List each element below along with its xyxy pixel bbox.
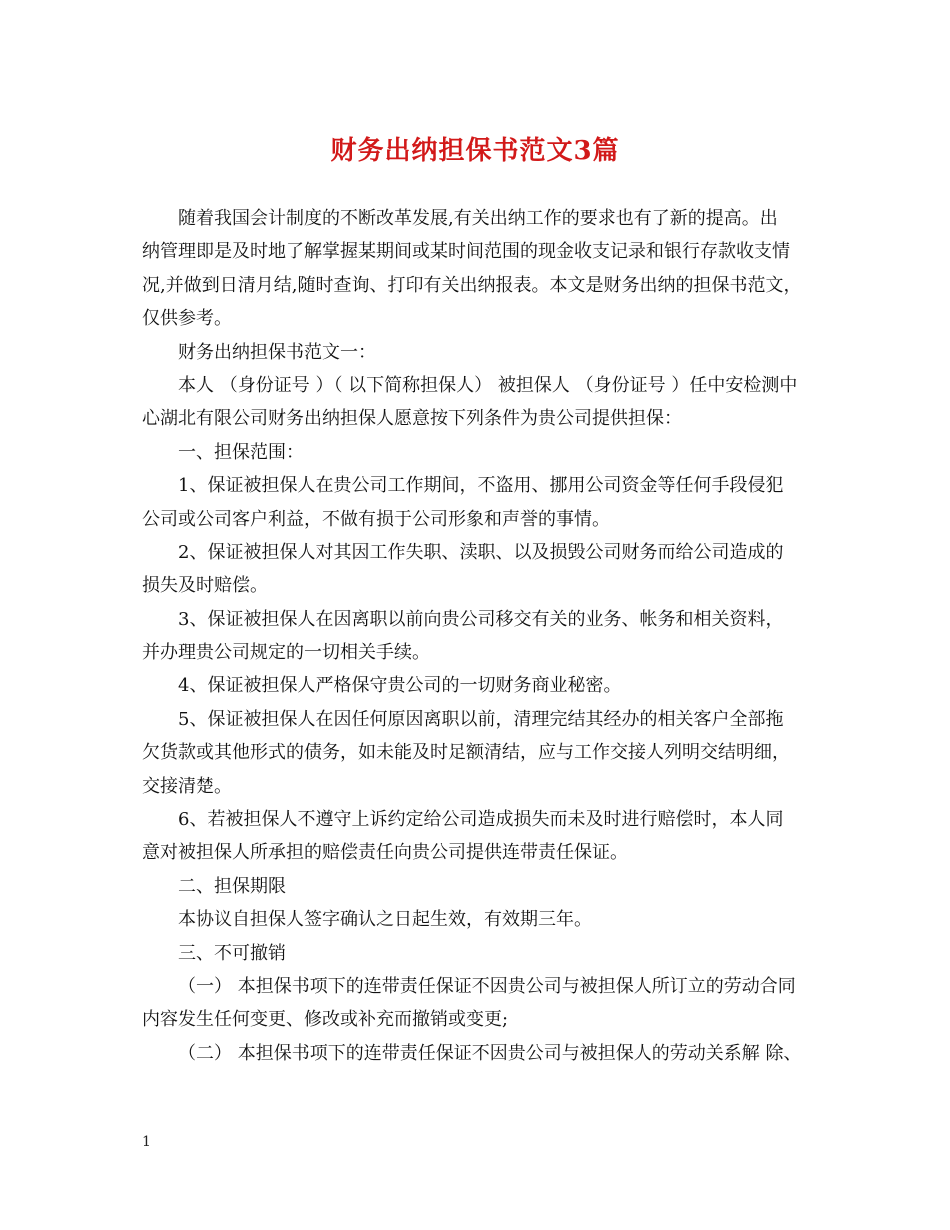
text-line: 二、担保期限 (178, 875, 286, 897)
text-line: 并办理贵公司规定的一切相关手续。 (142, 642, 430, 664)
text-line: 内容发生任何变更、修改或补充而撤销或变更; (142, 1009, 509, 1031)
text-line: 纳管理即是及时地了解掌握某期间或某时间范围的现金收支记录和银行存款收支情 (142, 241, 790, 263)
document-body (142, 202, 822, 1070)
text-line: 心湖北有限公司财务出纳担保人愿意按下列条件为贵公司提供担保： (142, 408, 682, 430)
text-line: 三、不可撤销 (178, 942, 286, 964)
text-line: 6、若被担保人不遵守上诉约定给公司造成损失而未及时进行赔偿时，本人同 (178, 809, 784, 831)
text-line: 本人 （身份证号 ）（ 以下简称担保人） 被担保人 （身份证号 ）任中安检测中 (178, 374, 798, 396)
text-line: 一、担保范围： (178, 441, 304, 463)
text-line: 损失及时赔偿。 (142, 575, 268, 597)
text-line: 公司或公司客户利益，不做有损于公司形象和声誉的事情。 (142, 508, 610, 530)
text-line: 3、保证被担保人在因离职以前向贵公司移交有关的业务、帐务和相关资料， (178, 608, 784, 630)
text-line: 欠货款或其他形式的债务，如未能及时足额清结，应与工作交接人列明交结明细， (142, 742, 790, 764)
document-title: 财务出纳担保书范文3篇 (330, 136, 620, 166)
text-line: 交接清楚。 (142, 775, 232, 797)
text-line: 况,并做到日清月结,随时查询、打印有关出纳报表。本文是财务出纳的担保书范文， (142, 274, 802, 296)
text-line: （一） 本担保书项下的连带责任保证不因贵公司与被担保人所订立的劳动合同 (178, 975, 796, 997)
text-line: 意对被担保人所承担的赔偿责任向贵公司提供连带责任保证。 (142, 842, 628, 864)
text-line: 1、保证被担保人在贵公司工作期间，不盗用、挪用公司资金等任何手段侵犯 (178, 475, 784, 497)
text-line: 4、保证被担保人严格保守贵公司的一切财务商业秘密。 (178, 675, 622, 697)
text-line: 本协议自担保人签字确认之日起生效，有效期三年。 (178, 909, 592, 931)
text-line: 财务出纳担保书范文一： (178, 341, 376, 363)
text-line: 随着我国会计制度的不断改革发展,有关出纳工作的要求也有了新的提高。出 (178, 208, 778, 229)
text-line: （二） 本担保书项下的连带责任保证不因贵公司与被担保人的劳动关系解 除、 (178, 1042, 802, 1064)
text-line: 2、保证被担保人对其因工作失职、渎职、以及损毁公司财务而给公司造成的 (178, 541, 784, 563)
page-number: 1 (142, 1134, 151, 1150)
text-line: 仅供参考。 (142, 308, 232, 330)
text-line: 5、保证被担保人在因任何原因离职以前，清理完结其经办的相关客户全部拖 (178, 708, 784, 730)
